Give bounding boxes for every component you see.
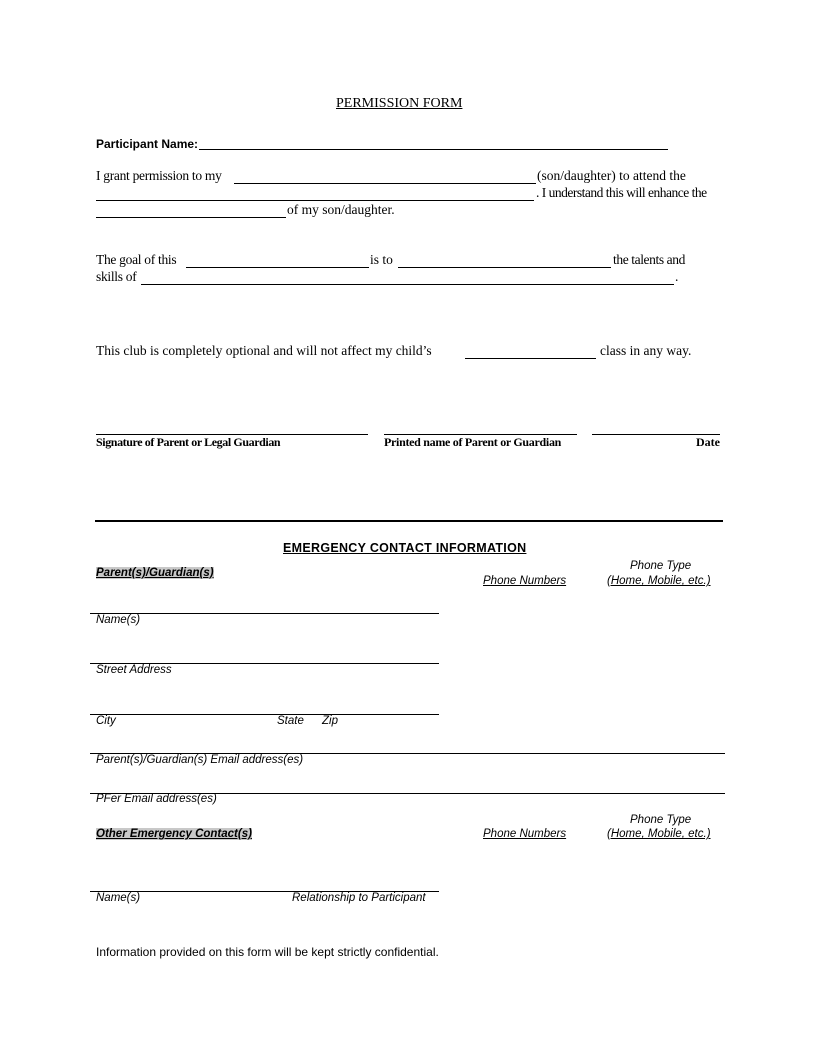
relationship-label: Relationship to Participant: [292, 892, 426, 904]
state-label: State: [277, 715, 304, 727]
other-phone-numbers-label: Phone Numbers: [483, 828, 567, 840]
city-state-zip-field[interactable]: [90, 714, 439, 715]
participant-name-field[interactable]: [199, 149, 668, 150]
goal-text-1: The goal of this: [96, 252, 177, 267]
goal-text-3: the talents and: [613, 252, 685, 267]
goal-purpose-field[interactable]: [398, 267, 611, 268]
class-field[interactable]: [465, 358, 596, 359]
parents-guardians-label: Parent(s)/Guardian(s): [96, 567, 214, 579]
pfer-email-label: PFer Email address(es): [96, 793, 217, 805]
confidentiality-note: Information provided on this form will be kept strictly confidential.: [96, 945, 439, 959]
city-label: City: [96, 715, 116, 727]
goal-text-4: skills of: [96, 269, 137, 284]
optional-text-2: class in any way.: [600, 343, 692, 358]
other-contacts-label: Other Emergency Contact(s): [96, 828, 252, 840]
parent-names-field[interactable]: [90, 613, 439, 614]
form-title: PERMISSION FORM: [336, 96, 463, 111]
participant-name-label: Participant Name:: [96, 137, 199, 151]
other-phone-type-label: Phone Type: [630, 814, 692, 826]
section-divider: [95, 520, 723, 522]
optional-text-1: This club is completely optional and will not affect my child’s: [96, 343, 432, 358]
parent-email-label: Parent(s)/Guardian(s) Email address(es): [96, 754, 304, 766]
enhance-field[interactable]: [96, 217, 286, 218]
permission-text-1: I grant permission to my: [96, 168, 222, 183]
zip-label: Zip: [322, 715, 338, 727]
street-address-label: Street Address: [96, 664, 172, 676]
permission-text-2: (son/daughter) to attend the: [537, 168, 686, 183]
phone-type-examples-label: (Home, Mobile, etc.): [607, 575, 711, 587]
phone-numbers-label: Phone Numbers: [483, 575, 567, 587]
skills-field[interactable]: [141, 284, 674, 285]
date-label: Date: [696, 435, 720, 449]
other-names-label: Name(s): [96, 892, 141, 904]
permission-text-4: of my son/daughter.: [287, 202, 395, 217]
phone-type-label: Phone Type: [630, 560, 692, 572]
goal-text-5: .: [675, 269, 679, 284]
child-name-field[interactable]: [234, 183, 536, 184]
names-label: Name(s): [96, 614, 141, 626]
parent-signature-label: Signature of Parent or Legal Guardian: [96, 435, 281, 449]
printed-name-label: Printed name of Parent or Guardian: [384, 435, 562, 449]
goal-club-field[interactable]: [186, 267, 369, 268]
goal-text-2: is to: [370, 252, 393, 267]
emergency-heading: EMERGENCY CONTACT INFORMATION: [283, 541, 527, 555]
club-name-field[interactable]: [96, 200, 534, 201]
permission-text-3: . I understand this will enhance the: [536, 185, 707, 200]
other-phone-type-examples-label: (Home, Mobile, etc.): [607, 828, 711, 840]
